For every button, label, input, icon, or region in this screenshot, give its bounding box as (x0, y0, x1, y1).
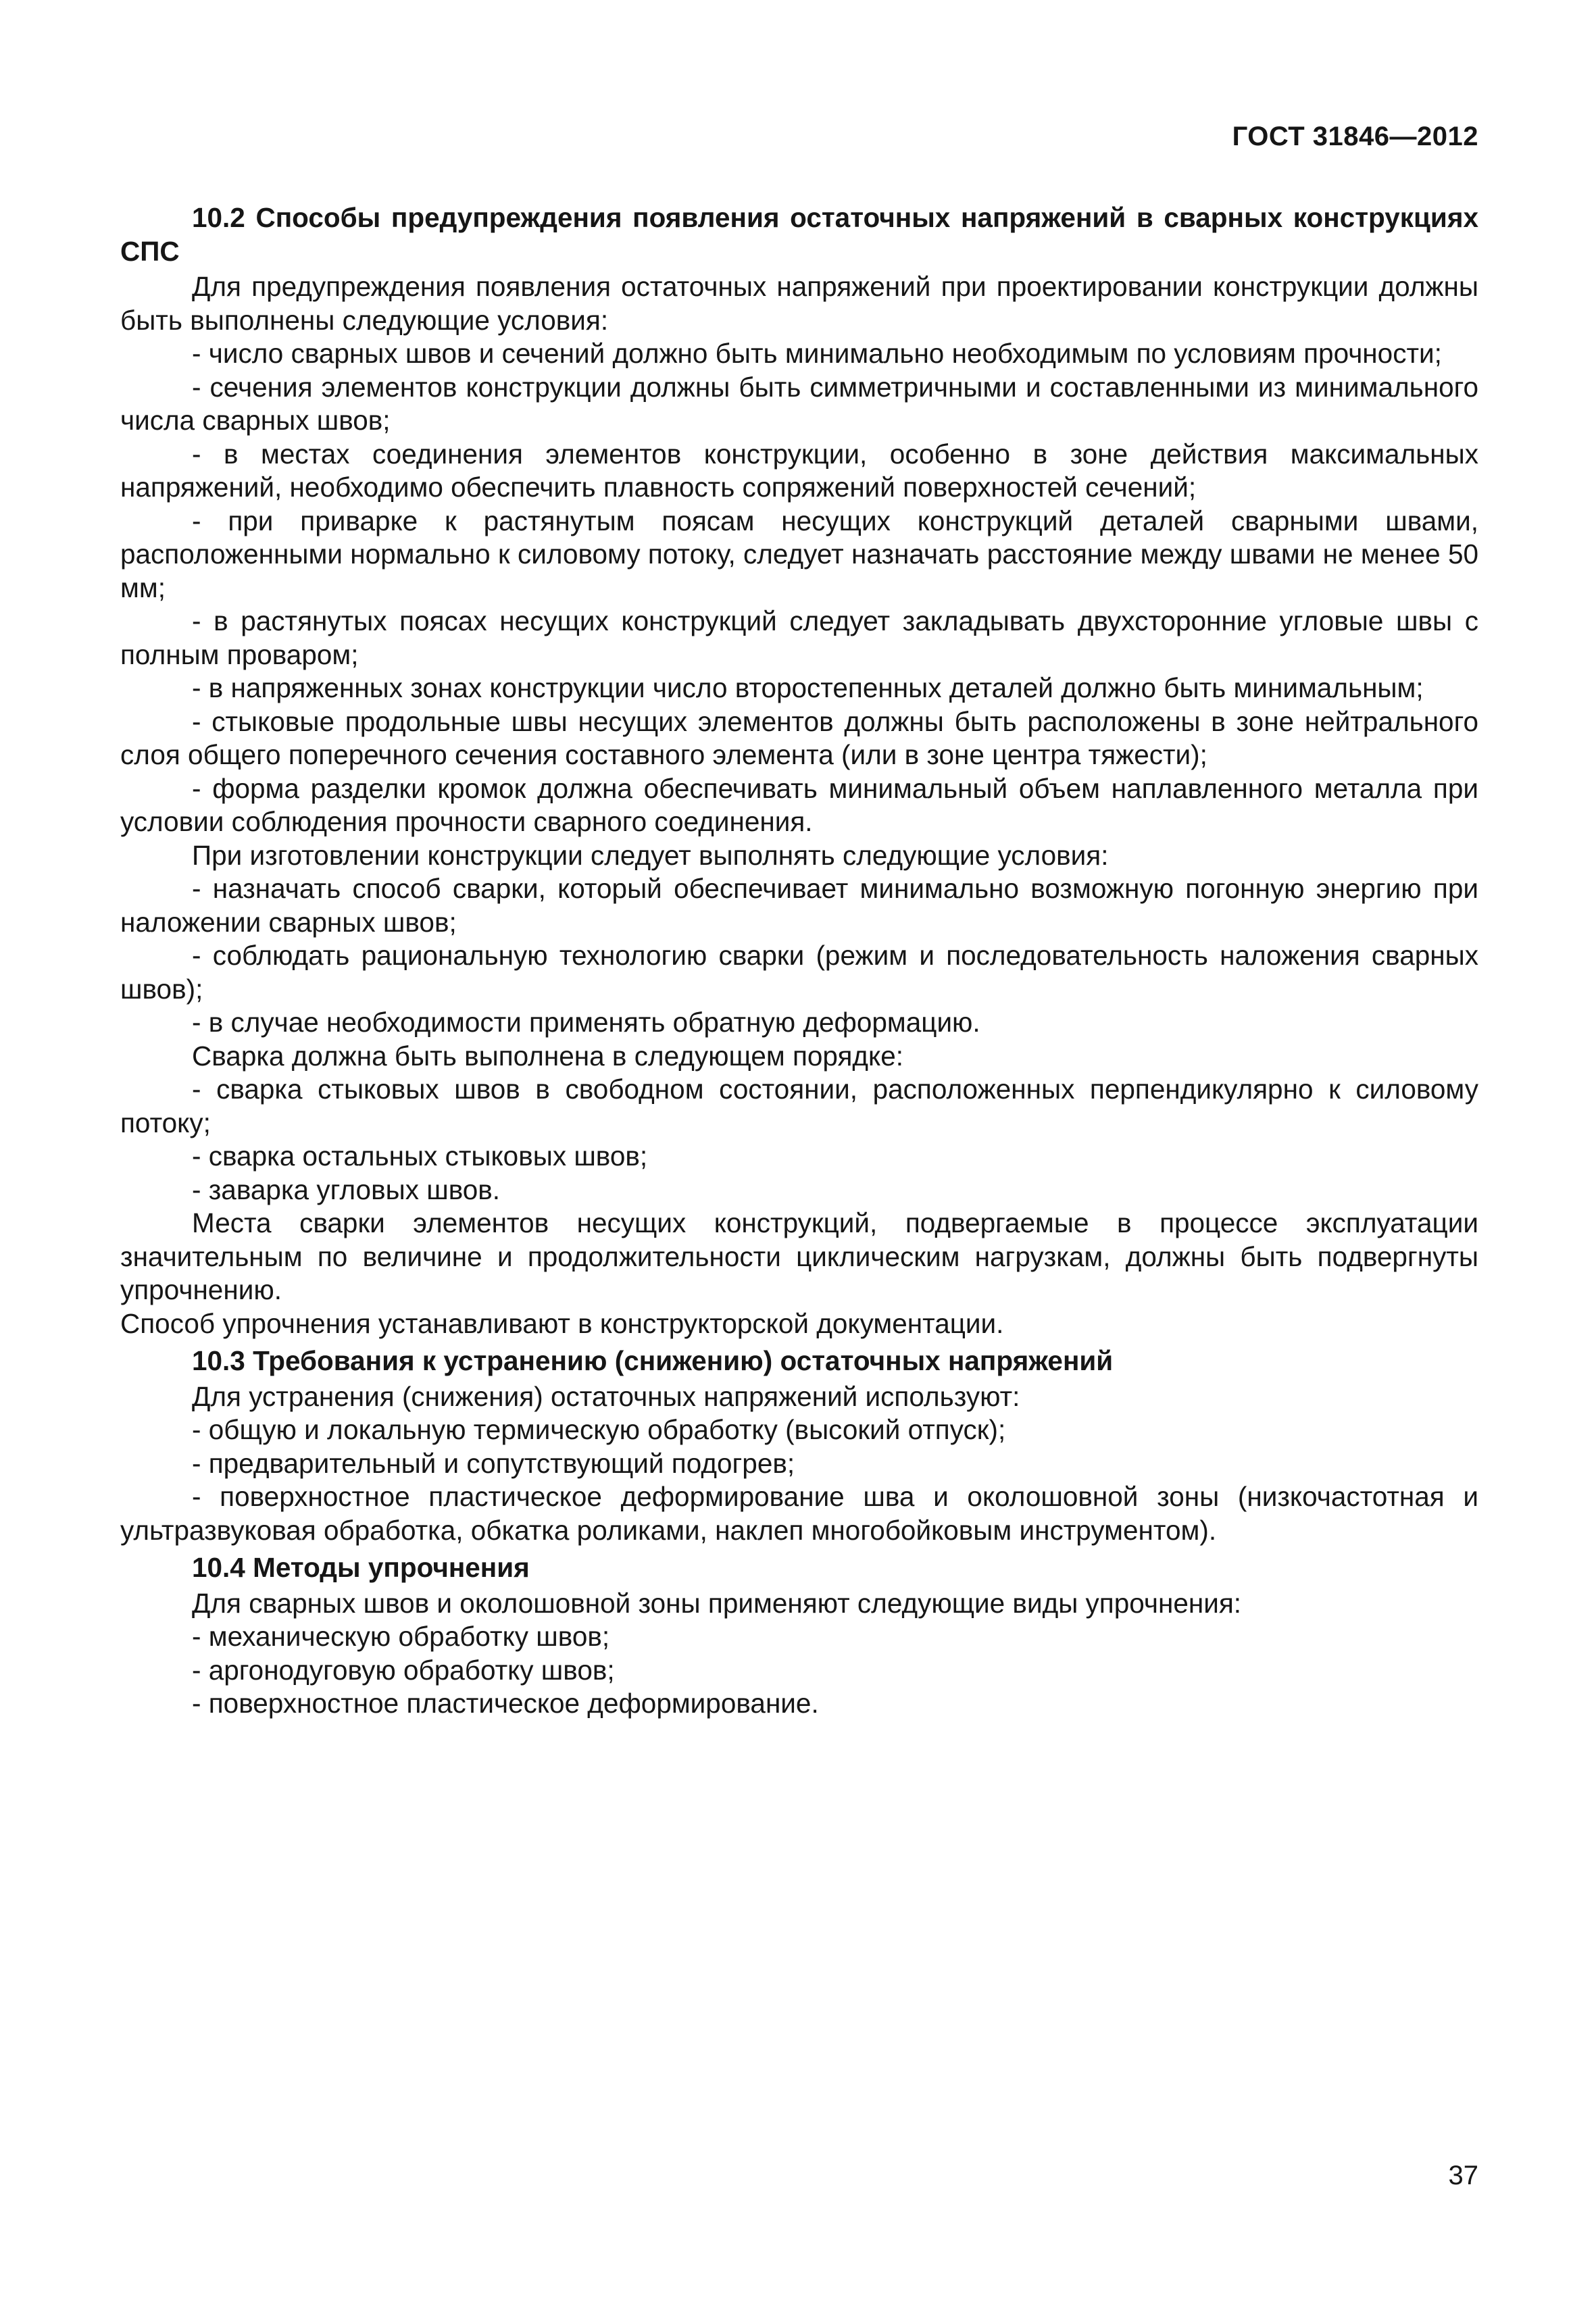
section-10-2-intro: Для предупреждения появления остаточных напряжений при проектировании конструкции должны быть выполнены следующие условия: (120, 271, 1478, 336)
section-10-3-intro: Для устранения (снижения) остаточных напряжений используют: (192, 1380, 1020, 1412)
list-item: - сечения элементов конструкции должны быть симметричными и составленными из минимального числа сварных швов; (120, 371, 1478, 436)
section-10-2-heading: 10.2 Способы предупреждения появления остаточных напряжений в сварных конструкциях СПС (120, 202, 1478, 267)
page-number: 37 (1448, 2161, 1478, 2190)
list-item: - в случае необходимости применять обратную деформацию. (192, 1007, 980, 1038)
list-item: - поверхностное пластическое деформирование. (192, 1688, 819, 1719)
document-body (120, 201, 1478, 1721)
list-item: - аргонодуговую обработку швов; (192, 1654, 615, 1686)
list-item: - назначать способ сварки, который обеспечивает минимально возможную погонную энергию при наложении сварных швов; (120, 873, 1478, 938)
list-item: - заварка угловых швов. (192, 1174, 501, 1205)
paragraph: Места сварки элементов несущих конструкций, подвергаемые в процессе эксплуатации значительным по величине и продолжительности циклическим нагрузкам, должны быть подвергнуты упрочнению. (120, 1207, 1478, 1305)
list-item: - поверхностное пластическое деформирование шва и околошовной зоны (низкочастотная и ультразвуковая обработка, обкатка роликами, наклеп многобойковым инструментом). (120, 1481, 1478, 1546)
paragraph: Способ упрочнения устанавливают в конструкторской документации. (120, 1307, 1004, 1339)
welding-order-intro: Сварка должна быть выполнена в следующем порядке: (192, 1040, 903, 1072)
list-item: - в растянутых поясах несущих конструкций следует закладывать двухсторонние угловые швы с полным проваром; (120, 605, 1478, 670)
list-item: - механическую обработку швов; (192, 1621, 610, 1652)
list-item: - стыковые продольные швы несущих элементов должны быть расположены в зоне нейтрального слоя общего поперечного сечения составного элемента (или в зоне центра тяжести); (120, 705, 1478, 770)
section-10-3-heading: 10.3 Требования к устранению (снижению) остаточных напряжений (192, 1345, 1114, 1376)
list-item: - в напряженных зонах конструкции число второстепенных деталей должно быть минимальным; (192, 672, 1424, 703)
list-item: - сварка стыковых швов в свободном состоянии, расположенных перпендикулярно к силовому потоку; (120, 1074, 1478, 1138)
manufacturing-intro: При изготовлении конструкции следует выполнять следующие условия: (192, 839, 1109, 871)
list-item: - форма разделки кромок должна обеспечивать минимальный объем наплавленного металла при условии соблюдения прочности сварного соединения. (120, 772, 1478, 837)
list-item: - при приварке к растянутым поясам несущих конструкций деталей сварными швами, расположенными нормально к силовому потоку, следует назначать расстояние между швами не менее 50 мм; (120, 505, 1478, 603)
list-item: - общую и локальную термическую обработку (высокий отпуск); (192, 1414, 1006, 1445)
list-item: - число сварных швов и сечений должно быть минимально необходимым по условиям прочности; (192, 338, 1442, 369)
list-item: - соблюдать рациональную технологию сварки (режим и последовательность наложения сварных швов); (120, 940, 1478, 1005)
section-10-4-intro: Для сварных швов и околошовной зоны применяют следующие виды упрочнения: (192, 1587, 1242, 1619)
standard-designation: ГОСТ 31846—2012 (1232, 122, 1478, 151)
list-item: - сварка остальных стыковых швов; (192, 1140, 648, 1172)
list-item: - в местах соединения элементов конструкции, особенно в зоне действия максимальных напряжений, необходимо обеспечить плавность сопряжений поверхностей сечений; (120, 438, 1478, 503)
section-10-4-heading: 10.4 Методы упрочнения (192, 1552, 530, 1583)
list-item: - предварительный и сопутствующий подогрев; (192, 1447, 795, 1479)
